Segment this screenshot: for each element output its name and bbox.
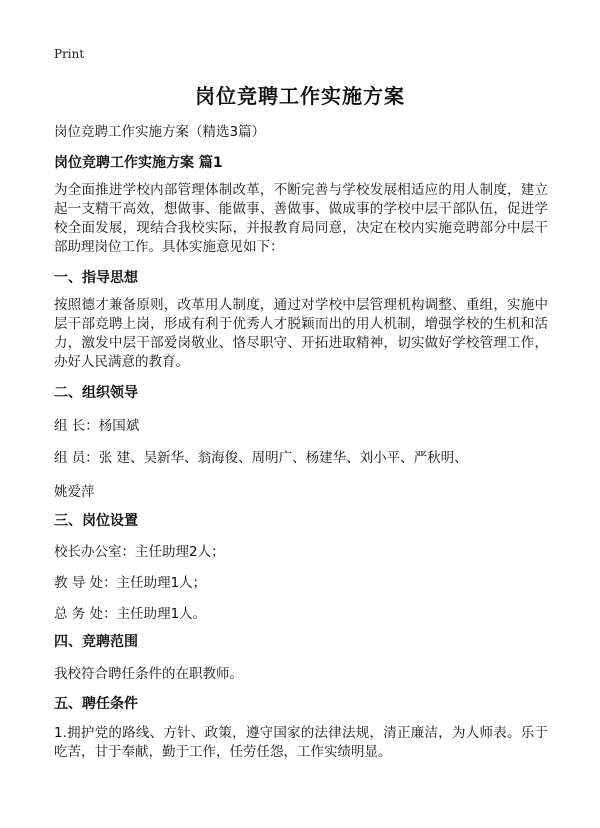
scope-line: 我校符合聘任条件的在职教师。 (54, 666, 243, 682)
guiding-ideology-paragraph: 按照德才兼备原则，改革用人制度，通过对学校中层管理机构调整、重组，实施中层干部竞聘上岗，形成有利于优秀人才脱颖而出的用人机制，增强学校的生机和活力，激发中层干部爱岗敬业、恪尽职守、开拓进取精神，切实做好学校管理工作，办好人民满意的教育。 (54, 297, 548, 370)
heading-conditions: 五、聘任条件 (54, 696, 138, 712)
intro-paragraph: 为全面推进学校内部管理体制改革，不断完善与学校发展相适应的用人制度，建立起一支精干高效，想做事、能做事、善做事、做成事的学校中层干部队伍，促进学校全面发展，现结合我校实际，并报教育局同意，决定在校内实施竞聘部分中层干部助理岗位工作。具体实施意见如下： (54, 182, 548, 255)
post-line-academic-office: 教 导 处：主任助理1人； (54, 575, 207, 591)
page-title: 岗位竞聘工作实施方案 (195, 84, 405, 108)
doc-subtitle: 岗位竞聘工作实施方案（精选3篇） (54, 124, 266, 140)
condition-paragraph-1: 1.拥护党的路线、方针、政策，遵守国家的法律法规，清正廉洁，为人师表。乐于吃苦，甘于奉献，勤于工作，任劳任怨，工作实绩明显。 (54, 725, 548, 760)
members-line: 组 员：张 建、吴新华、翁海俊、周明广、杨建华、刘小平、严秋明、 (54, 450, 468, 466)
section-heading: 岗位竞聘工作实施方案 篇1 (54, 155, 223, 171)
members-continued-line: 姚爱萍 (54, 484, 95, 500)
heading-organization: 二、组织领导 (54, 385, 138, 401)
heading-guiding-ideology: 一、指导思想 (54, 270, 138, 286)
heading-post-setup: 三、岗位设置 (54, 513, 138, 529)
heading-scope: 四、竞聘范围 (54, 634, 138, 650)
post-line-general-affairs: 总 务 处：主任助理1人。 (54, 606, 207, 622)
leader-line: 组 长：杨国斌 (54, 418, 140, 434)
print-link[interactable]: Print (54, 47, 85, 61)
post-line-principal-office: 校长办公室：主任助理2人； (54, 544, 225, 560)
